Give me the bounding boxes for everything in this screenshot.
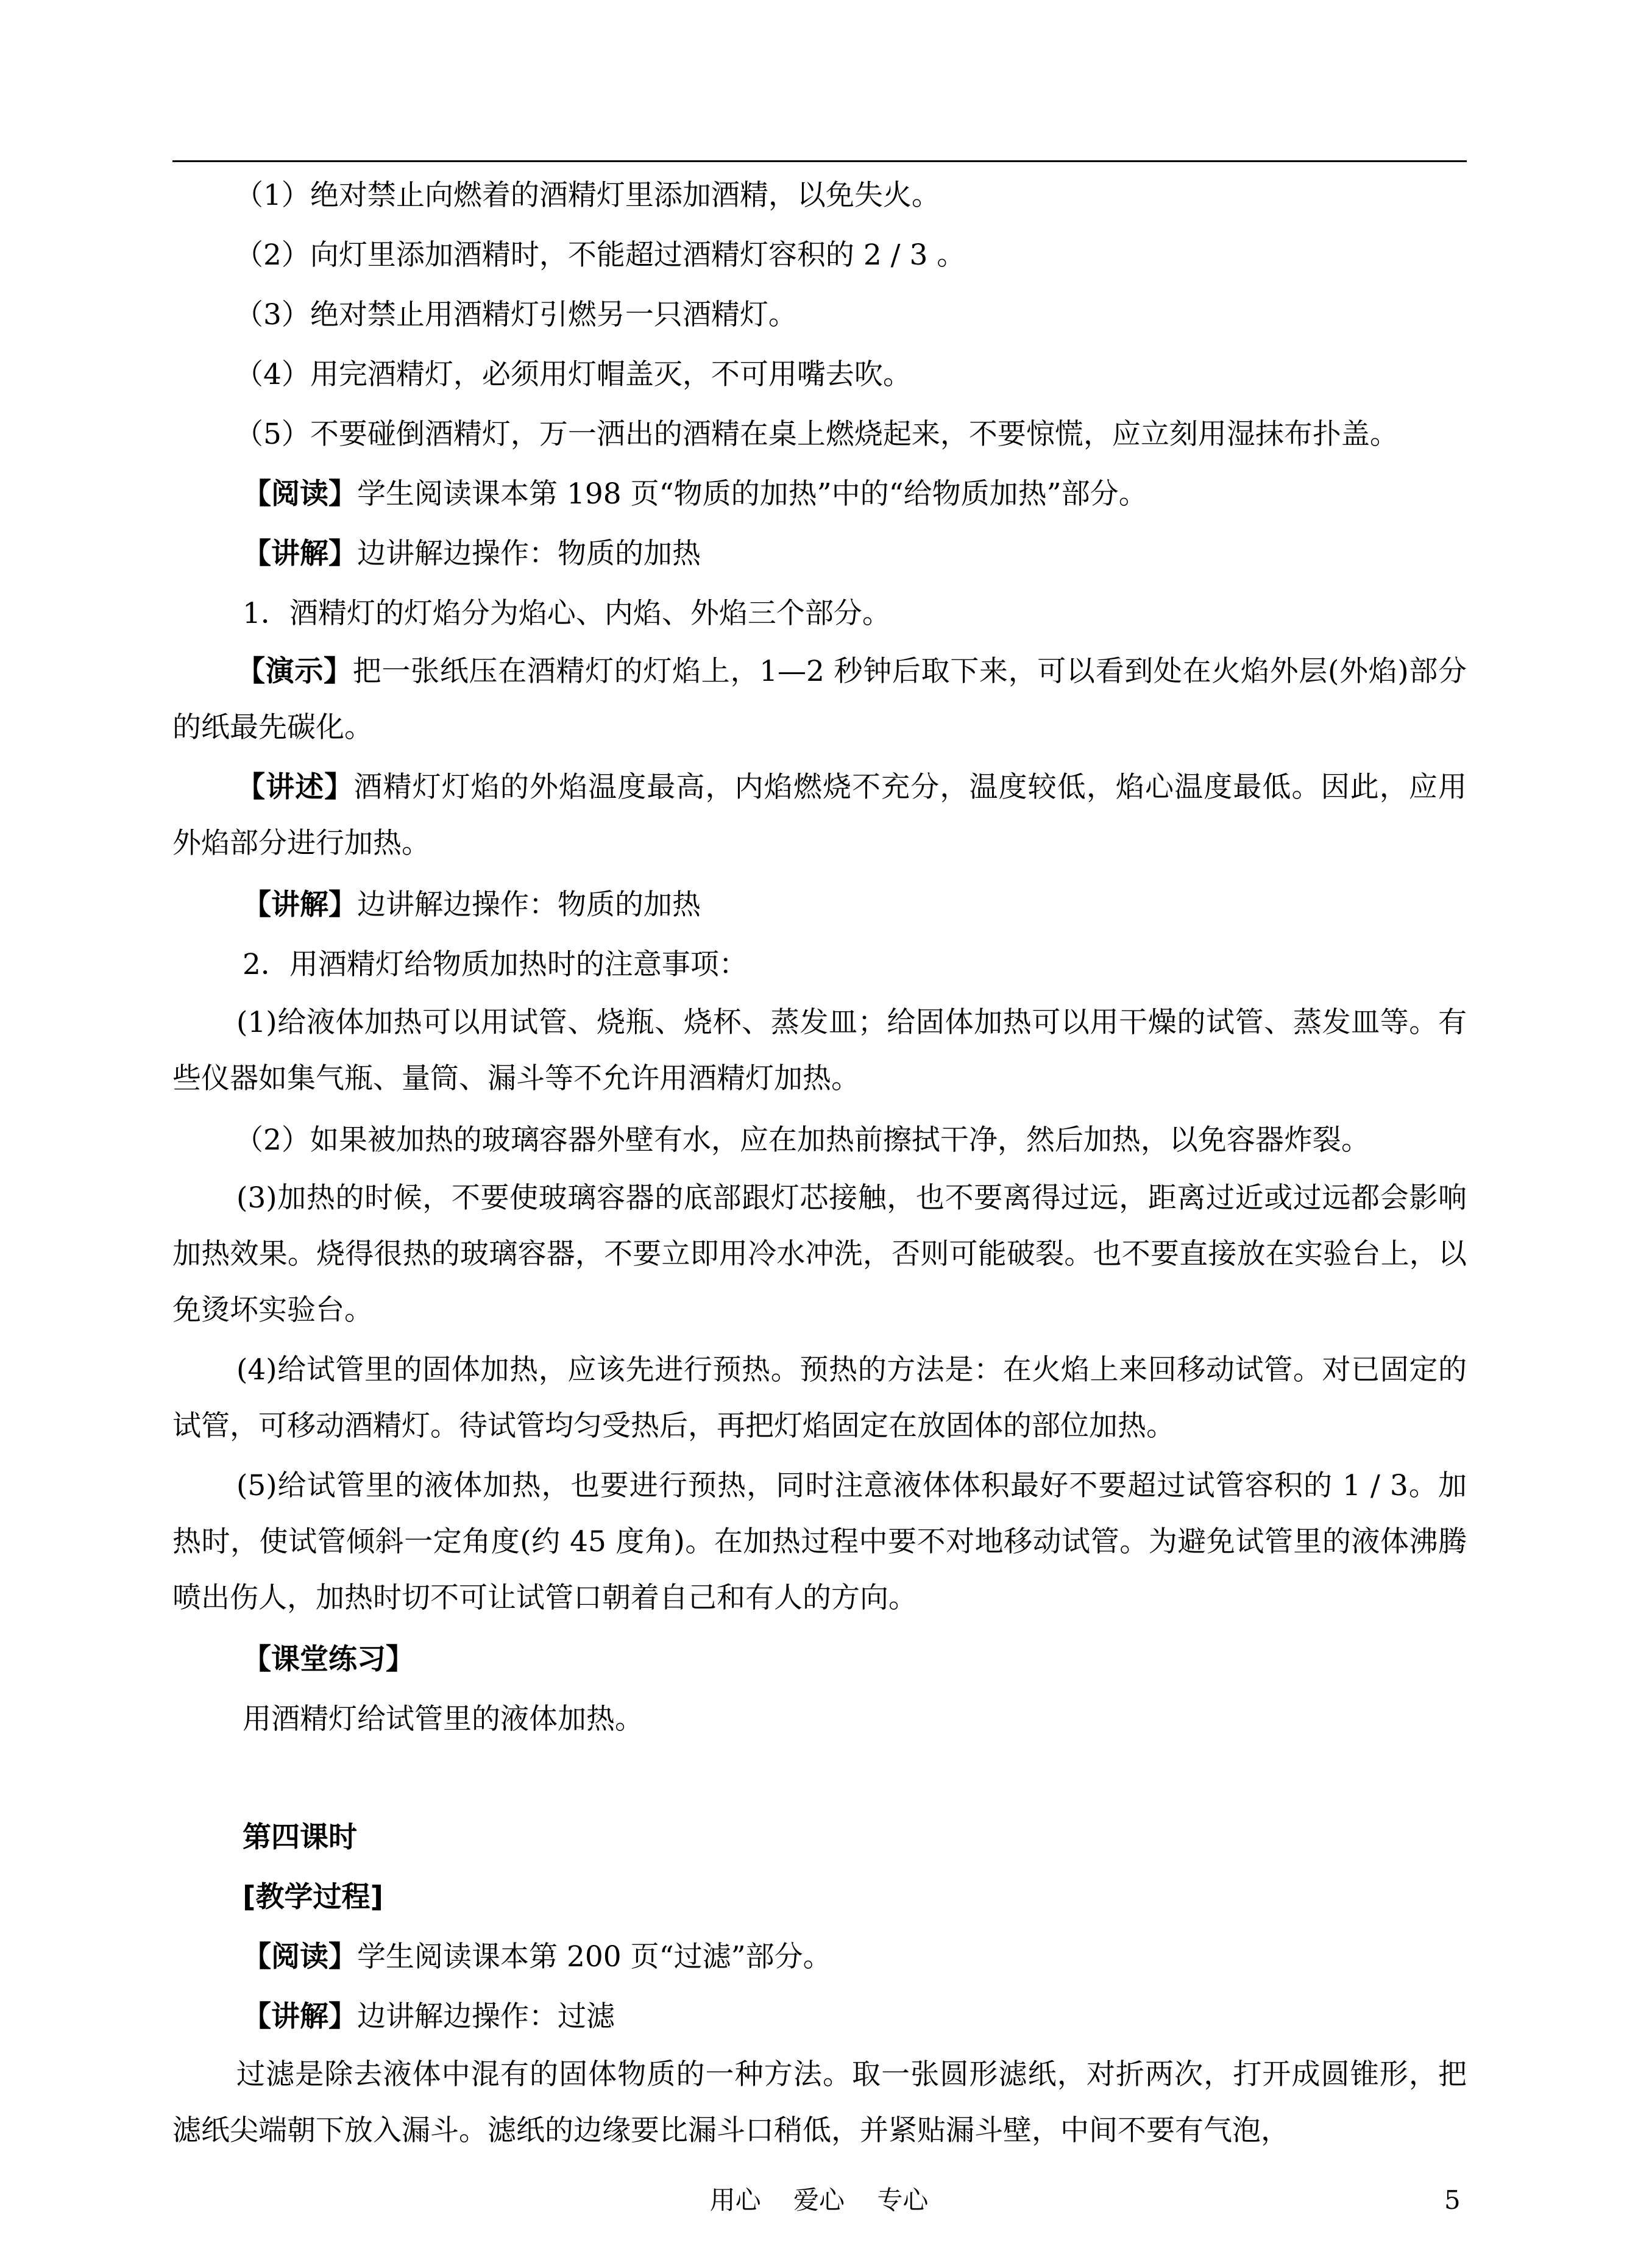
rule-line-2: （2）向灯里添加酒精时，不能超过酒精灯容积的 2 / 3 。 bbox=[235, 238, 966, 272]
rule-line-1: （1）绝对禁止向燃着的酒精灯里添加酒精，以免失火。 bbox=[235, 179, 940, 212]
explain-tag: 【讲解】 bbox=[243, 537, 357, 571]
explain-text-2: 边讲解边操作：物质的加热 bbox=[357, 888, 701, 922]
explain-text-3: 边讲解边操作：过滤 bbox=[357, 2000, 615, 2033]
header-rule bbox=[172, 160, 1467, 162]
page-number: 5 bbox=[1444, 2185, 1461, 2215]
note-4: (4)给试管里的固体加热，应该先进行预热。预热的方法是：在火焰上来回移动试管。对已固定的试管，可移动酒精灯。待试管均匀受热后，再把灯焰固定在放固体的部位加热。 bbox=[172, 1353, 1467, 1443]
read-paragraph bbox=[172, 464, 1467, 524]
note-5: (5)给试管里的液体加热，也要进行预热，同时注意液体体积最好不要超过试管容积的 1 / 3。加热时，使试管倾斜一定角度(约 45 度角)。在加热过程中要不对地移动试管。为避免试管里的液体沸腾喷出伤人，加热时切不可让试管口朝着自己和有人的方向。 bbox=[172, 1469, 1467, 1615]
explain-tag-2: 【讲解】 bbox=[243, 888, 357, 922]
read-text-2: 学生阅读课本第 200 页“过滤”部分。 bbox=[357, 1940, 832, 1974]
explain-tag-3: 【讲解】 bbox=[243, 2000, 357, 2033]
document-body bbox=[172, 166, 1467, 2163]
note-1: (1)给液体加热可以用试管、烧瓶、烧杯、蒸发皿；给固体加热可以用干燥的试管、蒸发皿等。有些仪器如集气瓶、量筒、漏斗等不允许用酒精灯加热。 bbox=[172, 1006, 1467, 1095]
read-paragraph-2 bbox=[172, 1927, 1467, 1987]
section-gap bbox=[172, 1749, 1467, 1808]
explain-text: 边讲解边操作：物质的加热 bbox=[357, 537, 701, 571]
rule-line-4: （4）用完酒精灯，必须用灯帽盖灭，不可用嘴去吹。 bbox=[235, 358, 912, 391]
exercise-tag: 【课堂练习】 bbox=[243, 1643, 414, 1676]
exercise-text: 用酒精灯给试管里的液体加热。 bbox=[243, 1702, 644, 1736]
filter-paragraph: 过滤是除去液体中混有的固体物质的一种方法。取一张圆形滤纸，对折两次，打开成圆锥形，把滤纸尖端朝下放入漏斗。滤纸的边缘要比漏斗口稍低，并紧贴漏斗壁，中间不要有气泡， bbox=[172, 2058, 1467, 2147]
rule-line-5: （5）不要碰倒酒精灯，万一洒出的酒精在桌上燃烧起来，不要惊慌，应立刻用湿抹布扑盖。 bbox=[235, 418, 1399, 451]
point-1: 1．酒精灯的灯焰分为焰心、内焰、外焰三个部分。 bbox=[243, 597, 891, 630]
rule-line-3: （3）绝对禁止用酒精灯引燃另一只酒精灯。 bbox=[235, 298, 797, 332]
explain-paragraph-3 bbox=[172, 1987, 1467, 2047]
narrate-paragraph bbox=[172, 759, 1467, 872]
point-2: 2．用酒精灯给物质加热时的注意事项： bbox=[243, 948, 748, 981]
narrate-text: 酒精灯灯焰的外焰温度最高，内焰燃烧不充分，温度较低，焰心温度最低。因此，应用外焰部分进行加热。 bbox=[172, 770, 1467, 860]
process-heading: [教学过程] bbox=[243, 1880, 383, 1914]
explain-paragraph-2 bbox=[172, 875, 1467, 935]
note-2: （2）如果被加热的玻璃容器外壁有水，应在加热前擦拭干净，然后加热，以免容器炸裂。 bbox=[235, 1123, 1370, 1157]
read-text: 学生阅读课本第 198 页“物质的加热”中的“给物质加热”部分。 bbox=[357, 477, 1147, 511]
footer-motto: 用心 爱心 专心 bbox=[709, 2185, 929, 2215]
demo-text: 把一张纸压在酒精灯的灯焰上，1—2 秒钟后取下来，可以看到处在火焰外层(外焰)部分的纸最先碳化。 bbox=[172, 655, 1467, 744]
narrate-tag: 【讲述】 bbox=[236, 770, 354, 804]
demo-tag: 【演示】 bbox=[236, 655, 353, 688]
read-tag: 【阅读】 bbox=[243, 477, 357, 511]
demo-paragraph bbox=[172, 644, 1467, 756]
note-3: (3)加热的时候，不要使玻璃容器的底部跟灯芯接触，也不要离得过远，距离过近或过远都会影响加热效果。烧得很热的玻璃容器，不要立即用冷水冲洗，否则可能破裂。也不要直接放在实验台上，以免烫坏实验台。 bbox=[172, 1181, 1467, 1327]
explain-paragraph bbox=[172, 524, 1467, 584]
exercise-heading bbox=[172, 1630, 1467, 1690]
lesson-title: 第四课时 bbox=[243, 1821, 357, 1854]
read-tag-2: 【阅读】 bbox=[243, 1940, 357, 1974]
